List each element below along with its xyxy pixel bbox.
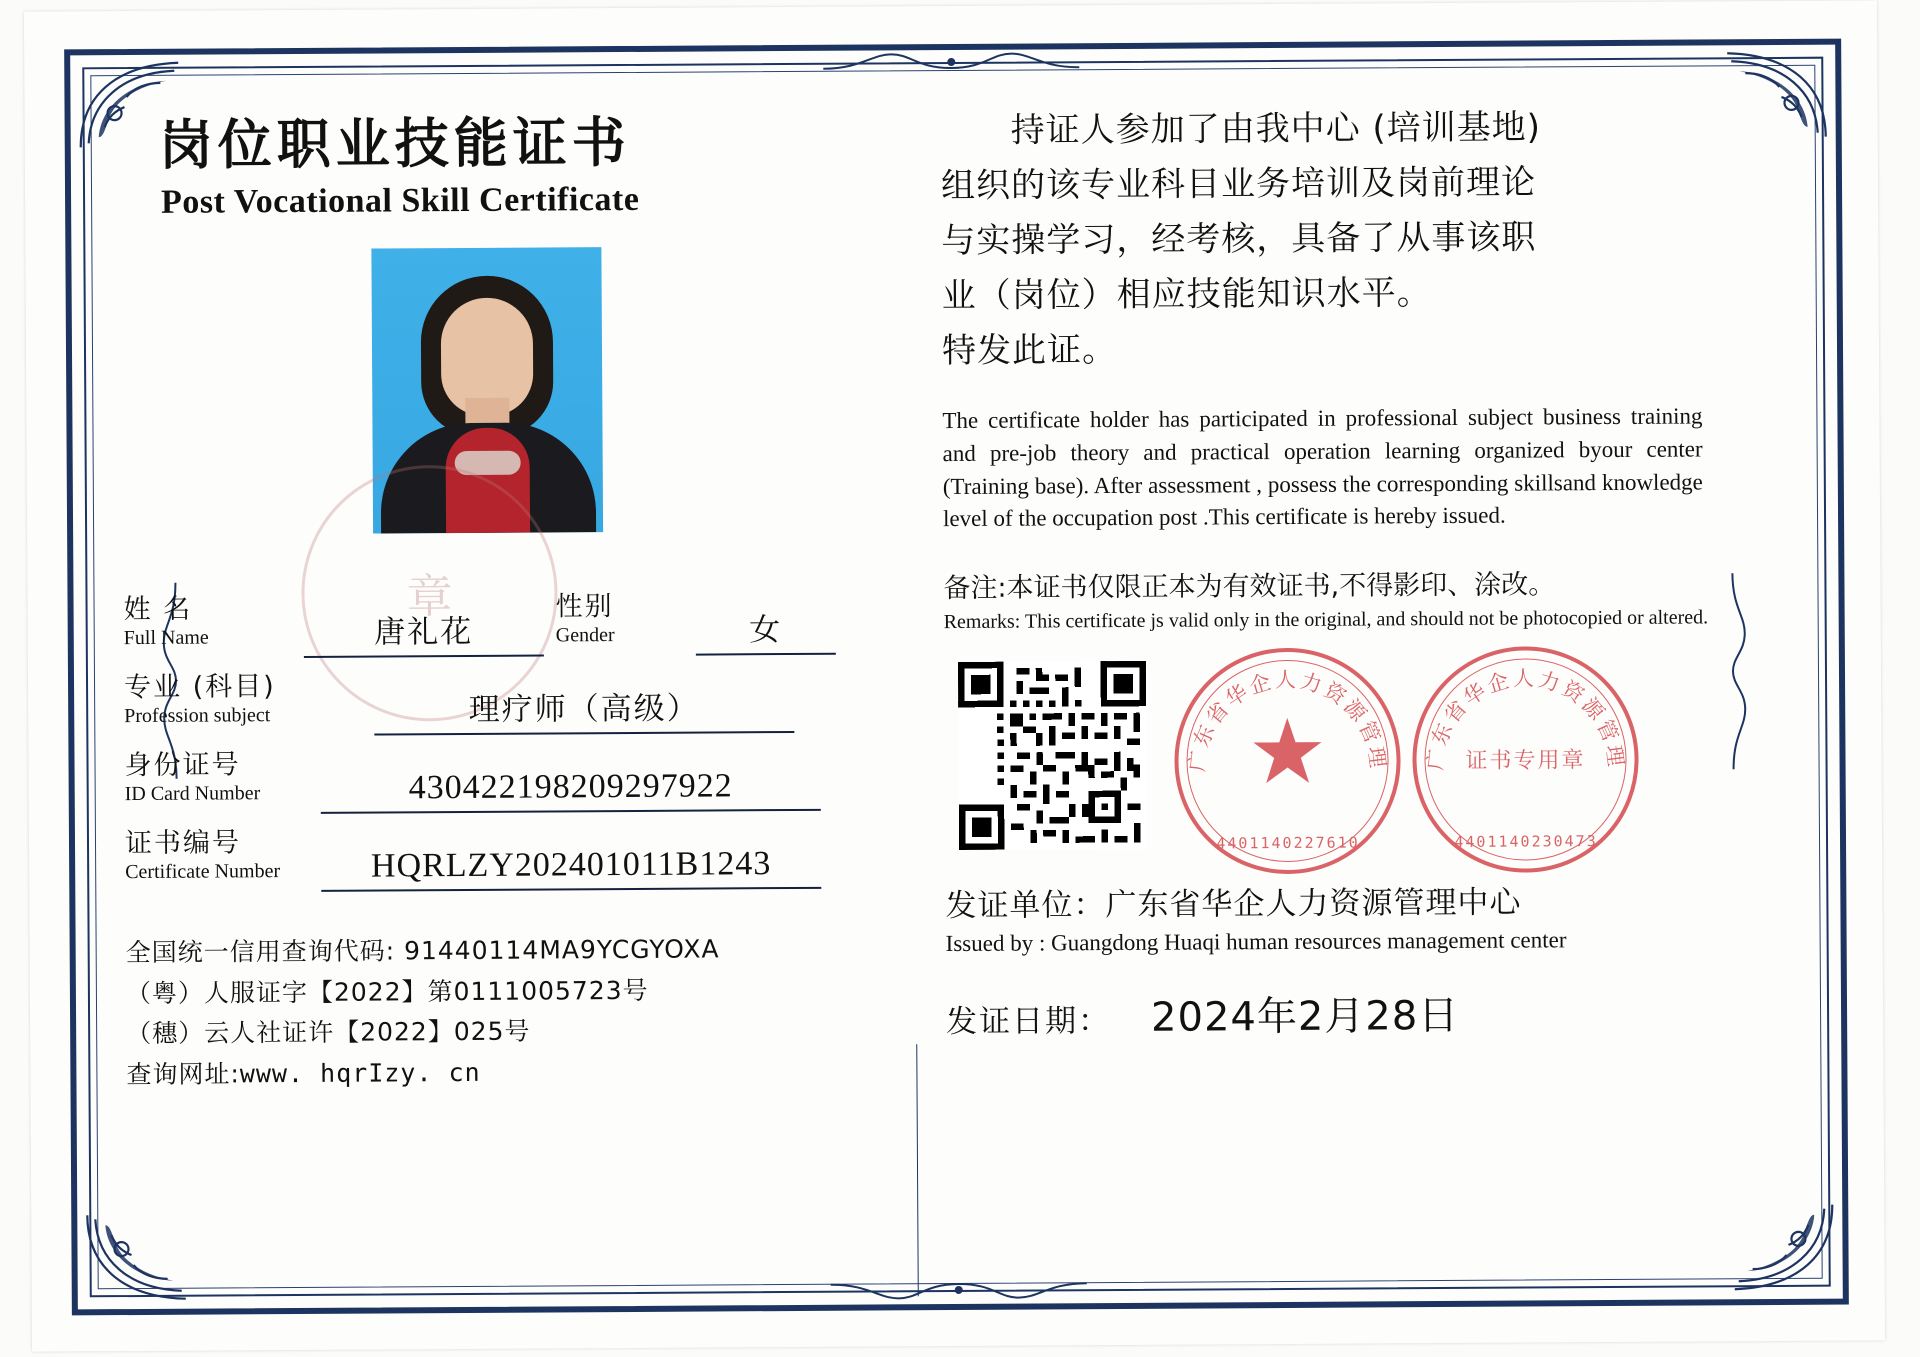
id-card-value: 430422198209297922 (321, 767, 821, 814)
statement-cn-line-4: 业（岗位）相应技能知识水平。 (941, 273, 1432, 317)
seal-number-2: 4401140230473 (1454, 832, 1598, 851)
query-url-row (126, 1050, 886, 1095)
photo-necklace (455, 451, 521, 475)
full-name-label-en: Full Name (123, 626, 209, 650)
seal-center-text-2: 证书专用章 (1465, 748, 1586, 774)
full-name-label (123, 586, 303, 650)
field-row (125, 816, 885, 899)
gender-value: 女 (696, 604, 836, 656)
issue-date-label: 发证日期： (946, 1003, 1112, 1041)
seal-arc-label-2: 广东省华企人力资源管理 (1422, 666, 1629, 772)
id-card-label (124, 742, 334, 806)
fields-block (123, 582, 885, 899)
certificate-number-label-cn: 证书编号 (124, 827, 242, 860)
page-title-en: Post Vocational Skill Certificate (160, 180, 640, 221)
seal-number-1: 4401140227610 (1216, 833, 1360, 853)
certificate-number-label (125, 820, 335, 884)
remarks-label-cn: 备注: (943, 572, 1007, 605)
certificate-sheet (24, 0, 1885, 1351)
issuer-value-en: Guangdong Huaqi human resources management center (1050, 927, 1567, 956)
full-name-value: 唐礼花 (304, 606, 544, 658)
statement-cn-line-2: 组织的该专业科目业务培训及岗前理论 (940, 162, 1537, 207)
issuer-row-en (946, 926, 1706, 957)
seal-arc-label-1: 广东省华企人力资源管理 (1184, 667, 1391, 773)
id-card-label-en: ID Card Number (124, 782, 261, 806)
profession-label-en: Profession subject (124, 704, 271, 728)
certificate-content (120, 87, 1792, 1265)
footnotes-block (126, 928, 887, 1095)
statement-en: The certificate holder has participated in professional subject business training and pre-job theory and practical operation learning organized byour center (Training base). After assessment , possess the corresponding skillsand knowledge level of the occupation post .This certificate is hereby issued. (942, 403, 1703, 532)
field-row (124, 738, 884, 821)
statement-cn-line-1: 持证人参加了由我中心 (培训基地) (1010, 107, 1542, 151)
query-url-value[interactable]: www. hqrIzy. cn (239, 1057, 481, 1088)
official-seal (1174, 647, 1401, 874)
field-row (124, 660, 884, 743)
issuer-label-cn: 发证单位： (945, 887, 1106, 925)
profession-label-cn: 专业 (科目) (123, 671, 276, 704)
gender-label-cn: 性别 (555, 591, 614, 623)
id-card-label-cn: 身份证号 (124, 749, 241, 782)
holder-photo (371, 247, 603, 533)
qr-and-seals (944, 651, 1705, 866)
qr-code-icon[interactable] (958, 661, 1147, 850)
gender-label-en: Gender (555, 624, 615, 647)
statement-cn-line-3: 与实操学习，经考核，具备了从事该职 (941, 217, 1537, 262)
issuer-row-cn (945, 875, 1705, 925)
license-text-2: （穗）云人社证许【2022】025号 (126, 1016, 531, 1049)
right-column (940, 87, 1709, 1044)
license-text-1: （粤）人服证字【2022】第0111005723号 (125, 975, 649, 1008)
issue-date-value: 2024年2月28日 (1150, 992, 1460, 1041)
field-row (123, 582, 883, 665)
query-url-label: 查询网址: (126, 1058, 240, 1089)
full-name-label-cn: 姓 名 (123, 593, 193, 626)
certificate-seal (1412, 646, 1639, 873)
statement-cn-line-5: 特发此证。 (941, 330, 1118, 372)
issuer-label-en: Issued by : (945, 930, 1046, 957)
credit-code-text: 全国统一信用查询代码: 91440114MA9YCGYOXA (125, 934, 720, 968)
photo-shirt (445, 428, 530, 534)
statement-cn (941, 99, 1703, 379)
star-icon (1250, 715, 1324, 789)
issue-date-row (946, 982, 1706, 1044)
profession-value: 理疗师（高级） (374, 682, 794, 736)
edge-ornament-icon (828, 1277, 1088, 1305)
stamp-watermark: 章 (301, 464, 559, 722)
left-column (120, 92, 886, 1095)
certificate-number-label-en: Certificate Number (125, 860, 281, 884)
edge-ornament-icon (821, 47, 1081, 75)
remarks-text-cn: 本证书仅限正本为有效证书,不得影印、涂改。 (1006, 569, 1556, 604)
profession-label (124, 664, 334, 728)
photo-image (371, 247, 603, 533)
remarks-en: Remarks: This certificate js valid only in the original, and should not be photocopied or altered. (943, 606, 1709, 634)
issuer-value-cn: 广东省华企人力资源管理中心 (1105, 884, 1522, 924)
column-divider (916, 1044, 919, 1296)
page-title-cn: 岗位职业技能证书 (158, 110, 631, 177)
certificate-number-value: HQRLZY202401011B1243 (321, 845, 821, 892)
remarks-cn (943, 561, 1703, 605)
